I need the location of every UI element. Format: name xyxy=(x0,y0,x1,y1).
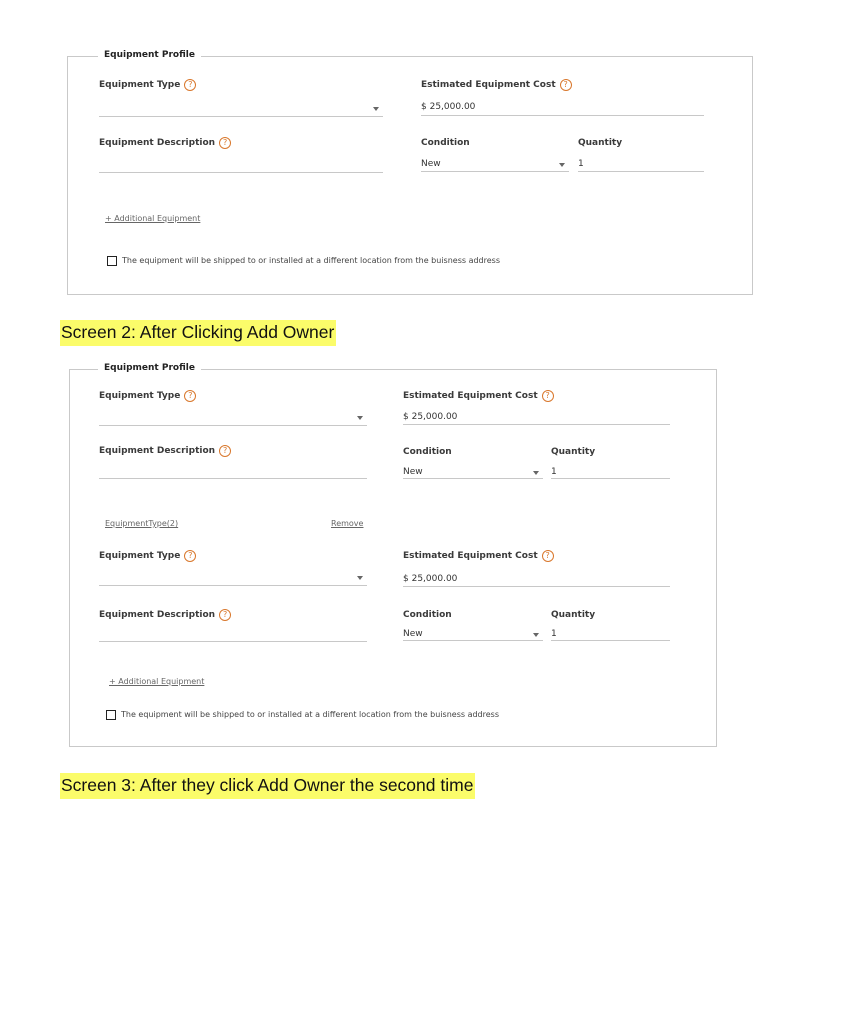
condition-underline xyxy=(403,478,543,479)
equipment-type-label: Equipment Type ? xyxy=(99,79,196,91)
equipment-type-underline xyxy=(99,116,383,117)
equipment-type-select-2[interactable] xyxy=(99,570,367,586)
estimated-cost-underline-2 xyxy=(403,586,670,587)
ship-location-checkbox[interactable] xyxy=(107,256,117,266)
question-circle-icon[interactable]: ? xyxy=(560,79,572,91)
equipment-description-label: Equipment Description ? xyxy=(99,137,231,149)
estimated-cost-input[interactable]: $ 25,000.00 xyxy=(403,412,458,422)
quantity-input[interactable]: 1 xyxy=(551,467,557,477)
caret-down-icon xyxy=(373,107,379,111)
equipment-type-label-2: Equipment Type ? xyxy=(99,550,196,562)
ship-location-checkbox-label: The equipment will be shipped to or installed at a different location from the buisness address xyxy=(122,256,501,265)
estimated-cost-underline xyxy=(403,424,670,425)
condition-label: Condition xyxy=(421,138,470,148)
equipment-type-label: Equipment Type ? xyxy=(99,390,196,402)
estimated-cost-underline xyxy=(421,115,704,116)
question-circle-icon[interactable]: ? xyxy=(219,445,231,457)
equipment-description-input-2[interactable] xyxy=(99,628,367,640)
caret-down-icon xyxy=(357,576,363,580)
equipment-description-underline xyxy=(99,172,383,173)
equipment-type-underline-2 xyxy=(99,585,367,586)
quantity-underline-2 xyxy=(551,640,670,641)
quantity-underline xyxy=(578,171,704,172)
panel-legend: Equipment Profile xyxy=(98,50,201,60)
question-circle-icon[interactable]: ? xyxy=(219,137,231,149)
remove-link[interactable]: Remove xyxy=(331,519,364,528)
estimated-cost-input[interactable]: $ 25,000.00 xyxy=(421,102,476,112)
equipment-description-label: Equipment Description ? xyxy=(99,445,231,457)
question-circle-icon[interactable]: ? xyxy=(542,390,554,402)
equipment-profile-panel-screen1 xyxy=(67,50,753,295)
question-circle-icon[interactable]: ? xyxy=(219,609,231,621)
condition-underline-2 xyxy=(403,640,543,641)
quantity-label: Quantity xyxy=(578,138,623,148)
equipment-profile-panel-screen2 xyxy=(69,363,717,747)
equipment-description-underline xyxy=(99,478,367,479)
equipment-description-label-2: Equipment Description ? xyxy=(99,609,231,621)
condition-label: Condition xyxy=(403,447,452,457)
ship-location-checkbox[interactable] xyxy=(106,710,116,720)
caret-down-icon xyxy=(533,633,539,637)
caret-down-icon xyxy=(559,163,565,167)
quantity-input-2[interactable]: 1 xyxy=(551,629,557,639)
equipment-description-input[interactable] xyxy=(99,465,367,477)
quantity-input[interactable]: 1 xyxy=(578,159,584,169)
estimated-cost-input-2[interactable]: $ 25,000.00 xyxy=(403,574,458,584)
equipment-description-input[interactable] xyxy=(99,158,383,170)
equipment-type-select[interactable] xyxy=(99,410,367,426)
estimated-cost-label-2: Estimated Equipment Cost ? xyxy=(403,550,554,562)
caret-down-icon xyxy=(357,416,363,420)
condition-select[interactable]: New xyxy=(421,158,569,172)
ship-location-checkbox-label: The equipment will be shipped to or installed at a different location from the buisness address xyxy=(121,710,500,719)
equipment-item-2-title[interactable]: EquipmentType(2) xyxy=(105,519,179,528)
quantity-underline xyxy=(551,478,670,479)
screen-3-caption: Screen 3: After they click Add Owner the second time xyxy=(60,773,475,799)
question-circle-icon[interactable]: ? xyxy=(184,550,196,562)
add-equipment-link[interactable]: + Additional Equipment xyxy=(105,214,201,223)
estimated-cost-label: Estimated Equipment Cost ? xyxy=(403,390,554,402)
condition-label-2: Condition xyxy=(403,610,452,620)
question-circle-icon[interactable]: ? xyxy=(184,79,196,91)
question-circle-icon[interactable]: ? xyxy=(542,550,554,562)
equipment-type-underline xyxy=(99,425,367,426)
estimated-cost-label: Estimated Equipment Cost ? xyxy=(421,79,572,91)
equipment-description-underline-2 xyxy=(99,641,367,642)
condition-select[interactable]: New xyxy=(403,466,543,480)
question-circle-icon[interactable]: ? xyxy=(184,390,196,402)
screen-2-caption: Screen 2: After Clicking Add Owner xyxy=(60,320,336,346)
caret-down-icon xyxy=(533,471,539,475)
quantity-label-2: Quantity xyxy=(551,610,596,620)
panel-legend: Equipment Profile xyxy=(98,363,201,373)
equipment-type-select[interactable] xyxy=(99,101,383,117)
condition-select-2[interactable]: New xyxy=(403,628,543,642)
quantity-label: Quantity xyxy=(551,447,596,457)
add-equipment-link[interactable]: + Additional Equipment xyxy=(109,677,205,686)
condition-underline xyxy=(421,171,569,172)
